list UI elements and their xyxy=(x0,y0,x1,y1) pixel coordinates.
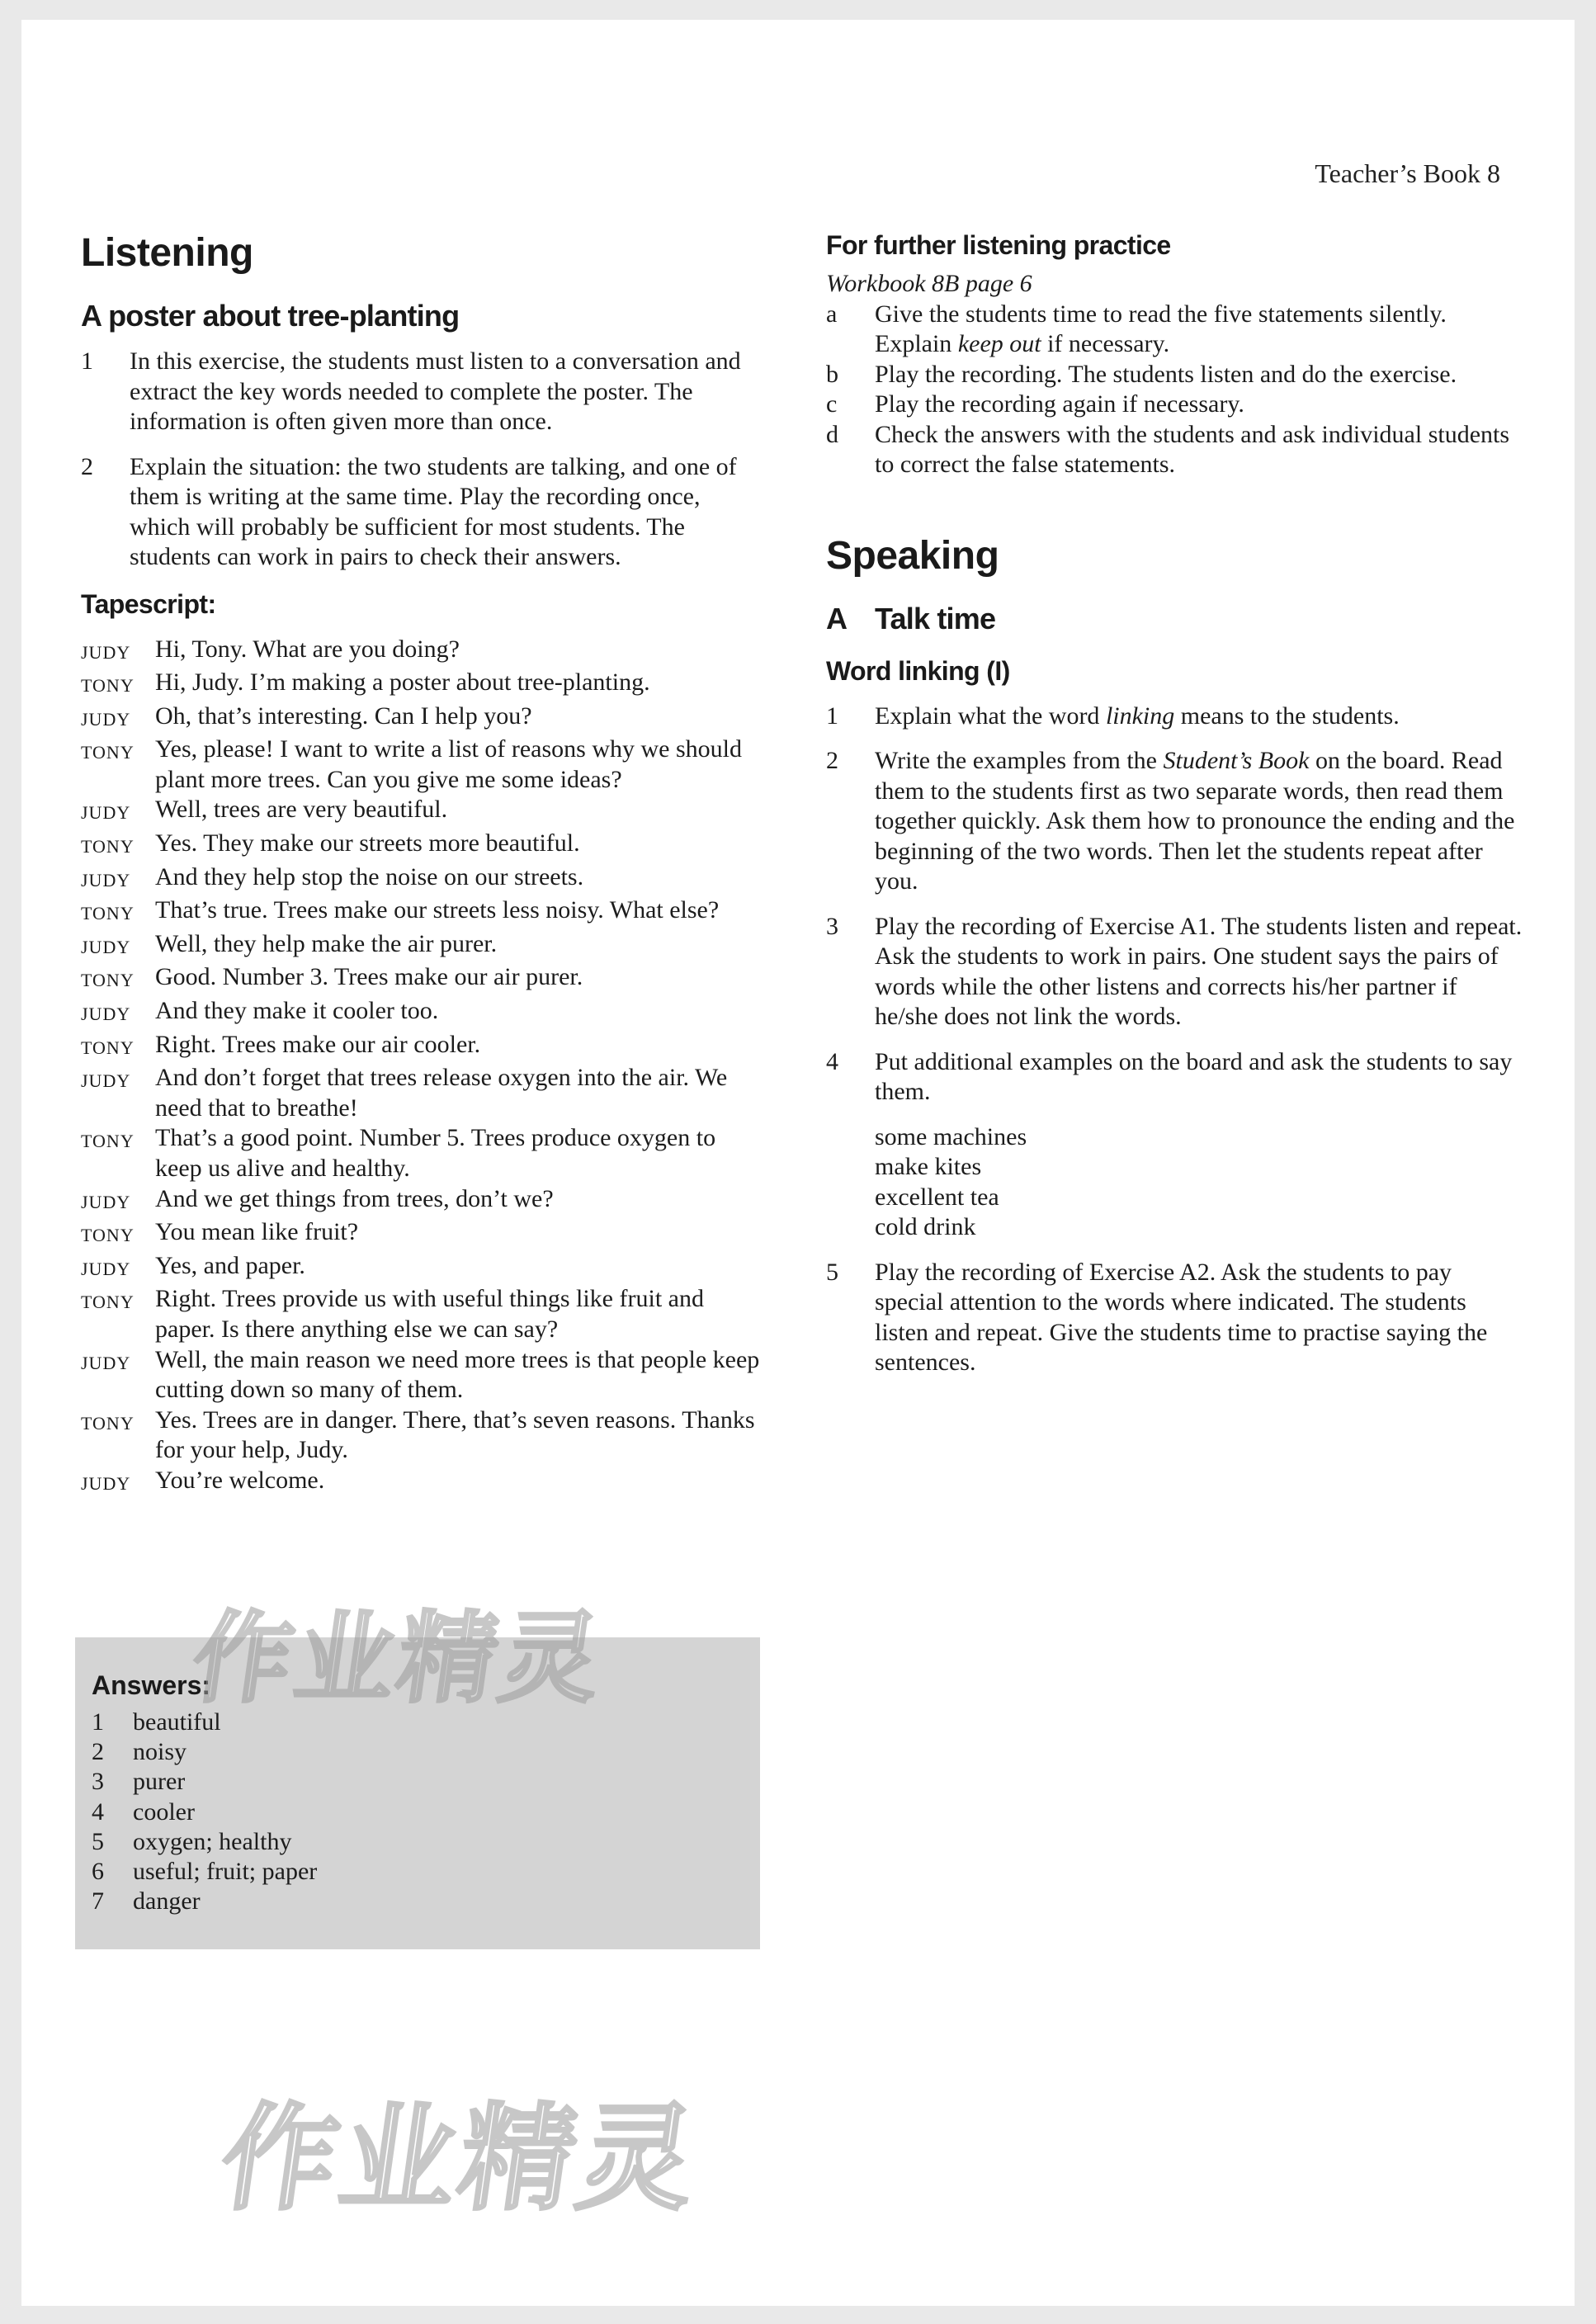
dialogue-text: And don’t forget that trees release oxygen into the air. We need that to breathe! xyxy=(155,1064,728,1122)
step-text xyxy=(875,912,1523,1032)
speaking-step-5 xyxy=(826,1258,1523,1378)
step-number: 1 xyxy=(81,347,93,375)
speaker-name: JUDY xyxy=(81,1258,131,1279)
speaker-name: TONY xyxy=(81,903,135,924)
watermark: 作业精灵 xyxy=(185,1602,611,1717)
speaker-name: TONY xyxy=(81,970,135,991)
emphasis: keep out xyxy=(957,330,1041,357)
tapescript-line xyxy=(81,735,766,795)
listening-steps xyxy=(81,347,766,573)
list-item xyxy=(826,746,1523,897)
answer-text: cooler xyxy=(133,1797,195,1826)
step-text-part: Play the recording again if necessary. xyxy=(875,390,1244,418)
example-phrase: some machines xyxy=(875,1122,1027,1150)
speaker-name: JUDY xyxy=(81,641,131,663)
step-number: 1 xyxy=(826,701,838,730)
answers-title: Answers: xyxy=(92,1670,211,1700)
step-text-part: Write the examples from the xyxy=(875,747,1164,774)
tapescript-line xyxy=(81,829,766,862)
tapescript-line xyxy=(81,635,766,668)
emphasis: Student’s Book xyxy=(1163,747,1310,774)
listening-title: Listening xyxy=(81,231,253,275)
answer-number: 6 xyxy=(92,1858,104,1886)
step-number: d xyxy=(826,420,838,448)
step-text-part: Explain what the word xyxy=(875,701,1106,730)
dialogue-text: Right. Trees provide us with useful things like fruit and paper. Is there anything else we can say? xyxy=(155,1285,704,1343)
speaker-name: TONY xyxy=(81,836,135,857)
dialogue-text: Yes, and paper. xyxy=(155,1251,305,1279)
speaker-name: JUDY xyxy=(81,1472,131,1494)
dialogue-text: Oh, that’s interesting. Can I help you? xyxy=(155,701,532,730)
answer-text: beautiful xyxy=(133,1708,221,1736)
list-item xyxy=(826,1258,1523,1378)
answer-number: 1 xyxy=(92,1708,104,1736)
step-text-part: means to the students. xyxy=(1174,701,1400,730)
examples-list xyxy=(875,1122,1523,1243)
tapescript-line xyxy=(81,1466,766,1500)
word-linking-title: Word linking (I) xyxy=(826,655,1010,686)
step-text-part: Play the recording of Exercise A1. The students listen and repeat. Ask the students to work in pairs. One student says the pairs of words while the other listens and corrects his/her partner if he/she does not link the words. xyxy=(875,912,1523,1030)
dialogue-text: Yes, please! I want to write a list of reasons why we should plant more trees. Can you give me some ideas? xyxy=(155,735,742,793)
step-number: 2 xyxy=(826,747,838,774)
answer-number: 5 xyxy=(92,1827,104,1855)
speaker-name: TONY xyxy=(81,1037,135,1058)
step-text-part: on the board. Read them to the students first as two separate words, then read them together quickly. Ask them how to pronounce the ending and the beginning of the two words. Then let the students repeat after you. xyxy=(875,747,1515,895)
list-item xyxy=(826,701,1523,732)
step-text: Explain the situation: the two students are talking, and one of them is writing at the same time. Play the recording once, which will probably be sufficient for most students. The students can work in pairs to check their answers. xyxy=(130,452,737,570)
dialogue-text: Well, they help make the air purer. xyxy=(155,929,498,957)
tapescript-line xyxy=(81,1217,766,1251)
tapescript-line xyxy=(81,668,766,701)
step-number: a xyxy=(826,300,838,328)
speaker-name: JUDY xyxy=(81,708,131,730)
dialogue-text: Well, trees are very beautiful. xyxy=(155,796,448,824)
step-text xyxy=(875,1047,1523,1108)
further-steps xyxy=(826,300,1523,480)
answer-number: 7 xyxy=(92,1887,104,1915)
step-number: 5 xyxy=(826,1258,838,1286)
dialogue-text: Good. Number 3. Trees make our air purer. xyxy=(155,963,583,991)
dialogue-text: And we get things from trees, don’t we? xyxy=(155,1184,554,1212)
tapescript-line xyxy=(81,1251,766,1285)
talk-time-heading xyxy=(826,602,1523,636)
step-text xyxy=(875,360,1523,390)
example-phrase: excellent tea xyxy=(875,1183,999,1211)
dialogue-text: Hi, Judy. I’m making a poster about tree-planting. xyxy=(155,668,650,697)
tapescript-line xyxy=(81,1405,766,1466)
step-text xyxy=(875,420,1523,480)
answer-text: danger xyxy=(133,1887,201,1915)
page xyxy=(21,20,1575,2306)
step-text-part: if necessary. xyxy=(1041,330,1170,357)
tapescript-line xyxy=(81,1184,766,1218)
speaker-name: TONY xyxy=(81,675,135,697)
answer-number: 3 xyxy=(92,1768,104,1796)
speaker-name: JUDY xyxy=(81,802,131,824)
tapescript-line xyxy=(81,1030,766,1064)
tapescript-title: Tapescript: xyxy=(81,588,216,619)
step-text: In this exercise, the students must listen to a conversation and extract the key words needed to complete the poster. The information is often given more than once. xyxy=(130,347,741,435)
step-number: 2 xyxy=(81,452,93,480)
part-title: Talk time xyxy=(875,601,996,635)
step-number: c xyxy=(826,390,838,418)
speaker-name: TONY xyxy=(81,742,135,763)
tapescript xyxy=(81,635,766,1500)
list-item xyxy=(826,912,1523,1032)
speaker-name: JUDY xyxy=(81,1070,131,1092)
list-item xyxy=(826,420,1523,480)
tapescript-line xyxy=(81,895,766,929)
dialogue-text: Right. Trees make our air cooler. xyxy=(155,1030,481,1058)
example-phrase: make kites xyxy=(875,1153,982,1180)
speaker-name: JUDY xyxy=(81,1004,131,1025)
list-item xyxy=(81,452,766,573)
step-text: Play the recording of Exercise A2. Ask the students to pay special attention to the words where indicated. The students listen and repeat. Give the students time to practise saying the sentences. xyxy=(875,1258,1488,1376)
dialogue-text: Yes. Trees are in danger. There, that’s seven reasons. Thanks for your help, Judy. xyxy=(155,1405,755,1464)
step-number: 3 xyxy=(826,912,838,940)
tapescript-line xyxy=(81,795,766,829)
speaker-name: TONY xyxy=(81,1225,135,1246)
dialogue-text: Yes. They make our streets more beautiful. xyxy=(155,829,580,857)
list-item xyxy=(826,1047,1523,1108)
answer-item xyxy=(92,1767,760,1797)
tapescript-line xyxy=(81,929,766,963)
step-text xyxy=(875,746,1523,897)
step-number: 4 xyxy=(826,1047,838,1075)
step-text-part: Give the students time to read the five statements silently. Explain xyxy=(875,300,1447,357)
speaker-name: JUDY xyxy=(81,869,131,890)
watermark: 作业精灵 xyxy=(212,2092,707,2227)
list-item xyxy=(826,390,1523,420)
speaker-name: TONY xyxy=(81,1292,135,1313)
step-text-part: Check the answers with the students and ask individual students to correct the false statements. xyxy=(875,420,1510,478)
tapescript-line xyxy=(81,1063,766,1123)
answer-item xyxy=(92,1827,760,1857)
step-number: b xyxy=(826,360,838,388)
answer-text: noisy xyxy=(133,1738,187,1766)
tapescript-line xyxy=(81,996,766,1030)
answer-item xyxy=(92,1737,760,1767)
speaker-name: JUDY xyxy=(81,1191,131,1212)
answer-text: purer xyxy=(133,1768,186,1796)
step-text-part: Put additional examples on the board and ask the students to say them. xyxy=(875,1047,1513,1105)
answer-text: oxygen; healthy xyxy=(133,1827,292,1855)
emphasis: linking xyxy=(1105,701,1175,730)
dialogue-text: Well, the main reason we need more trees is that people keep cutting down so many of them. xyxy=(155,1345,760,1404)
dialogue-text: And they help stop the noise on our streets. xyxy=(155,862,584,890)
speaker-name: TONY xyxy=(81,1412,135,1434)
speaker-name: JUDY xyxy=(81,1352,131,1373)
part-label: A xyxy=(826,601,848,635)
dialogue-text: Hi, Tony. What are you doing? xyxy=(155,635,460,663)
list-item xyxy=(81,347,766,437)
tapescript-line xyxy=(81,1123,766,1183)
step-text xyxy=(875,701,1523,732)
listening-subtitle: A poster about tree-planting xyxy=(81,299,460,333)
example-phrase: cold drink xyxy=(875,1213,976,1240)
list-item xyxy=(826,300,1523,360)
speaker-name: JUDY xyxy=(81,936,131,957)
step-text xyxy=(875,390,1523,420)
speaking-steps xyxy=(826,701,1523,1108)
answer-number: 4 xyxy=(92,1797,104,1826)
dialogue-text: You mean like fruit? xyxy=(155,1218,359,1246)
tapescript-line xyxy=(81,962,766,996)
answers-list xyxy=(92,1708,760,1916)
left-column xyxy=(81,230,766,1500)
step-text xyxy=(875,300,1523,360)
answer-item xyxy=(92,1797,760,1827)
tapescript-line xyxy=(81,1284,766,1344)
further-practice-title: For further listening practice xyxy=(826,230,1171,260)
dialogue-text: You’re welcome. xyxy=(155,1466,325,1494)
workbook-reference: Workbook 8B page 6 xyxy=(826,270,1032,297)
speaking-title: Speaking xyxy=(826,533,999,578)
dialogue-text: That’s true. Trees make our streets less noisy. What else? xyxy=(155,896,720,924)
step-text-part: Play the recording. The students listen and do the exercise. xyxy=(875,360,1457,388)
tapescript-line xyxy=(81,1345,766,1405)
running-header: Teacher’s Book 8 xyxy=(1315,158,1500,188)
tapescript-line xyxy=(81,701,766,735)
tapescript-line xyxy=(81,862,766,896)
dialogue-text: And they make it cooler too. xyxy=(155,997,439,1025)
speaker-name: TONY xyxy=(81,1131,135,1152)
answer-item xyxy=(92,1857,760,1887)
answer-item xyxy=(92,1887,760,1916)
right-column xyxy=(826,230,1523,1393)
dialogue-text: That’s a good point. Number 5. Trees produce oxygen to keep us alive and healthy. xyxy=(155,1124,716,1182)
answer-text: useful; fruit; paper xyxy=(133,1858,318,1886)
answer-number: 2 xyxy=(92,1738,104,1766)
list-item xyxy=(826,360,1523,390)
